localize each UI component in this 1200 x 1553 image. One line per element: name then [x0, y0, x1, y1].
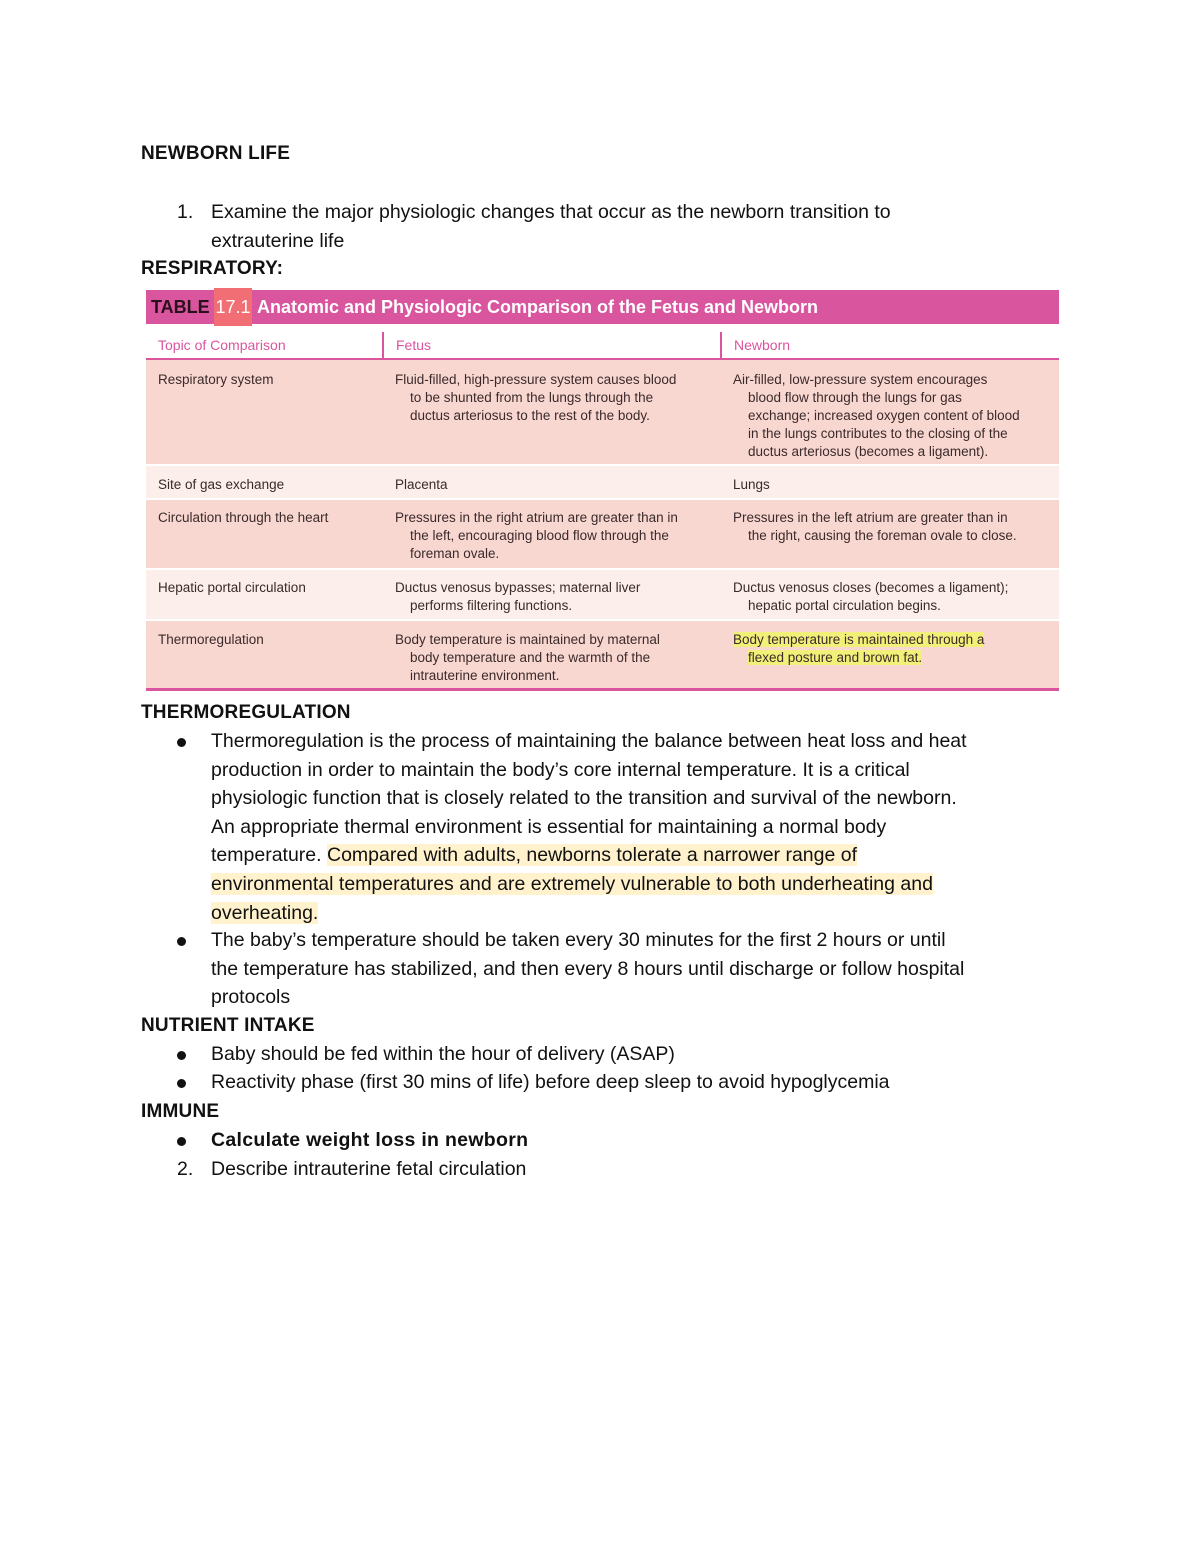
table-cell-newborn: [733, 509, 1059, 545]
highlighted-text: overheating.: [211, 901, 319, 924]
table-header-topic: Topic of Comparison: [158, 337, 286, 353]
table-bottom-rule: [146, 688, 1059, 691]
bullet-icon: [177, 937, 186, 946]
table-cell-fetus: [395, 371, 720, 425]
table-row: [146, 360, 1059, 466]
table-cell-newborn: [733, 631, 1059, 667]
cell-line: Ductus venosus bypasses; maternal liver: [395, 580, 641, 595]
numbered-item-2: Describe intrauterine fetal circulation: [211, 1158, 527, 1180]
highlighted-text: Compared with adults, newborns tolerate a narrower range of: [326, 844, 858, 867]
bullet-icon: [177, 1137, 186, 1146]
cell-line: to be shunted from the lungs through the: [410, 390, 654, 405]
bullet-line: the temperature has stabilized, and then every 8 hours until discharge or follow hospital: [211, 957, 965, 980]
table-cell-topic: Thermoregulation: [158, 632, 264, 647]
cell-line: exchange; increased oxygen content of blood: [748, 408, 1020, 423]
cell-line: performs filtering functions.: [410, 598, 573, 613]
comparison-table-image: [146, 290, 1059, 692]
table-cell-fetus: [395, 631, 720, 685]
bullet-icon: [177, 738, 186, 747]
page-title: NEWBORN LIFE: [141, 143, 291, 164]
cell-line: Pressures in the right atrium are greater than in: [395, 510, 678, 525]
cell-line: body temperature and the warmth of the: [410, 650, 651, 665]
bullet-line: protocols: [211, 986, 291, 1009]
cell-line: ductus arteriosus (becomes a ligament).: [748, 444, 989, 459]
highlighted-text: flexed posture and brown fat.: [748, 650, 923, 665]
bullet-line: Thermoregulation is the process of maintaining the balance between heat loss and heat: [211, 730, 967, 752]
bullet-line: [211, 841, 1061, 870]
section-heading-immune: IMMUNE: [141, 1101, 220, 1122]
nutrient-bullet-1: Baby should be fed within the hour of delivery (ASAP): [211, 1043, 675, 1065]
bullet-line: [211, 870, 1061, 899]
numbered-item-1: [211, 198, 1061, 255]
highlighted-text: Body temperature is maintained through a: [733, 632, 985, 647]
list-number-1: 1.: [177, 201, 194, 223]
cell-line: Placenta: [395, 477, 448, 492]
cell-line: the right, causing the foreman ovale to close.: [748, 528, 1017, 543]
cell-line: the left, encouraging blood flow through the: [410, 528, 669, 543]
highlighted-text: environmental temperatures and are extremely vulnerable to both underheating and: [211, 872, 933, 895]
cell-line: blood flow through the lungs for gas: [748, 390, 962, 405]
table-row: [146, 621, 1059, 688]
table-cell-newborn: [733, 579, 1059, 615]
immune-bullet-1: Calculate weight loss in newborn: [211, 1129, 529, 1151]
table-cell-topic: Site of gas exchange: [158, 477, 285, 492]
table-header-newborn: Newborn: [734, 337, 791, 353]
numbered-item-1-line-1: Examine the major physiologic changes that occur as the newborn transition to: [211, 201, 891, 223]
table-label: TABLE: [151, 297, 210, 317]
table-cell-newborn: [733, 371, 1059, 461]
list-number-2: 2.: [177, 1158, 194, 1180]
cell-line: Air-filled, low-pressure system encourages: [733, 372, 988, 387]
bullet-icon: [177, 1051, 186, 1060]
numbered-item-1-line-2: extrauterine life: [211, 229, 345, 252]
table-cell-topic: Circulation through the heart: [158, 510, 329, 525]
table-title-bar: [146, 290, 1059, 324]
table-row: [146, 500, 1059, 570]
cell-line: foreman ovale.: [410, 546, 500, 561]
thermo-bullet-2: [211, 926, 1061, 1012]
bullet-line: [211, 899, 1061, 928]
table-header-row: [146, 332, 1059, 360]
table-cell-fetus: [395, 509, 720, 563]
table-cell-fetus: [395, 579, 720, 615]
cell-line: ductus arteriosus to the rest of the body.: [410, 408, 650, 423]
table-cell-newborn: [733, 476, 1059, 494]
thermo-bullet-1: [211, 727, 1061, 927]
cell-line: intrauterine environment.: [410, 668, 560, 683]
cell-line: in the lungs contributes to the closing of the: [748, 426, 1008, 441]
section-heading-thermoregulation: THERMOREGULATION: [141, 702, 351, 723]
cell-line: Lungs: [733, 477, 770, 492]
bullet-icon: [177, 1079, 186, 1088]
cell-line: Fluid-filled, high-pressure system causes blood: [395, 372, 677, 387]
bullet-line: physiologic function that is closely related to the transition and survival of the newborn.: [211, 787, 957, 810]
bullet-line: An appropriate thermal environment is essential for maintaining a normal body: [211, 815, 887, 838]
cell-line: Ductus venosus closes (becomes a ligament);: [733, 580, 1009, 595]
cell-line: hepatic portal circulation begins.: [748, 598, 941, 613]
table-number: 17.1: [214, 288, 252, 326]
table-cell-topic: Hepatic portal circulation: [158, 580, 306, 595]
nutrient-bullet-2: Reactivity phase (first 30 mins of life) before deep sleep to avoid hypoglycemia: [211, 1071, 890, 1093]
table-row: [146, 466, 1059, 500]
cell-line: Pressures in the left atrium are greater than in: [733, 510, 1008, 525]
section-heading-nutrient-intake: NUTRIENT INTAKE: [141, 1015, 315, 1036]
bullet-line: The baby’s temperature should be taken every 30 minutes for the first 2 hours or until: [211, 929, 946, 951]
bullet-text: temperature.: [211, 844, 327, 867]
table-cell-topic: Respiratory system: [158, 372, 274, 387]
section-heading-respiratory: RESPIRATORY:: [141, 258, 284, 279]
table-title: Anatomic and Physiologic Comparison of the Fetus and Newborn: [257, 297, 819, 317]
cell-line: Body temperature is maintained by maternal: [395, 632, 660, 647]
table-header-fetus: Fetus: [396, 337, 432, 353]
table-row: [146, 570, 1059, 621]
bullet-line: production in order to maintain the body’s core internal temperature. It is a critical: [211, 758, 910, 781]
table-cell-fetus: [395, 476, 720, 494]
